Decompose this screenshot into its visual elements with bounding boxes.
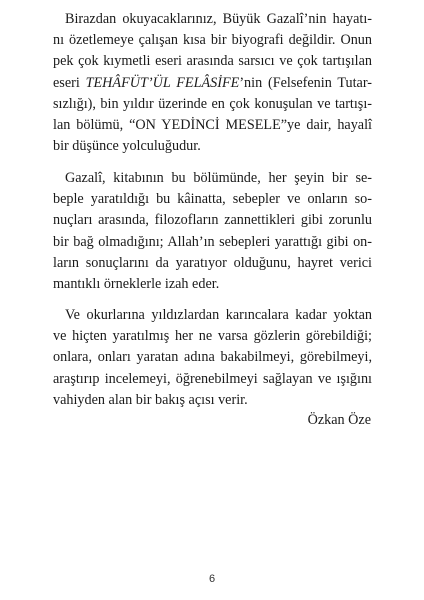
italic-title: TEHÂFÜT’ÜL FELÂSİFE — [85, 74, 240, 91]
text-line: bir düşünce yolculuğudur. — [53, 138, 201, 155]
text-line: Gazalî, kitabının bu bölümünde, her şeyin bir se- — [65, 170, 372, 186]
text-line: nı özetlemeye çalışan kısa bir biyografi değildir. Onun — [53, 32, 372, 49]
text-line: Ve okurlarına yıldızlardan karıncalara kadar yoktan — [65, 307, 372, 323]
text-line: ve hiçten yaratılmış her ne varsa gözlerin görebildiği; — [53, 328, 372, 345]
text-line: beple yaratıldığı bu kâinatta, sebepler ve onların so- — [53, 191, 372, 208]
text-line: nuçları arasında, filozofların zannettikleri gibi zorunlu — [53, 212, 372, 229]
text-line: onlara, onları yaratan adına bakabilmeyi, görebilmeyi, — [53, 349, 372, 366]
text-line: Birazdan okuyacaklarınız, Büyük Gazalî’nin hayatı- — [65, 11, 372, 27]
page-number: 6 — [208, 573, 216, 585]
text-line: sızlığı), bin yıldır üzerinde en çok konuşulan ve tartışı- — [53, 95, 372, 112]
text-line: araştırıp incelemeyi, öğrenebilmeyi sağlayan ve ışığını — [53, 370, 372, 387]
text-line: eseri TEHÂFÜT’ÜL FELÂSİFE’nin (Felsefenin Tutar- — [53, 74, 372, 91]
author-signature: Özkan Öze — [307, 412, 371, 428]
text-line: vahiyden alan bir bakış açısı verir. — [53, 391, 248, 408]
text-line: mantıklı örneklerle izah eder. — [53, 276, 220, 293]
text-line: ların sonuçlarını da yaratıyor olduğunu, hayret verici — [53, 254, 372, 271]
paragraph-2 — [53, 168, 372, 295]
paragraph-1 — [53, 9, 372, 157]
text-line: lan bölümü, “ON YEDİNCİ MESELE”ye dair, hayalî — [53, 117, 372, 134]
text-line: bir bağ olmadığını; Allah’ın sebepleri yarattığı gibi on- — [53, 233, 372, 250]
text-line: pek çok kıymetli eseri arasında sarsıcı ve çok tartışılan — [53, 53, 372, 70]
paragraph-3 — [53, 305, 372, 411]
